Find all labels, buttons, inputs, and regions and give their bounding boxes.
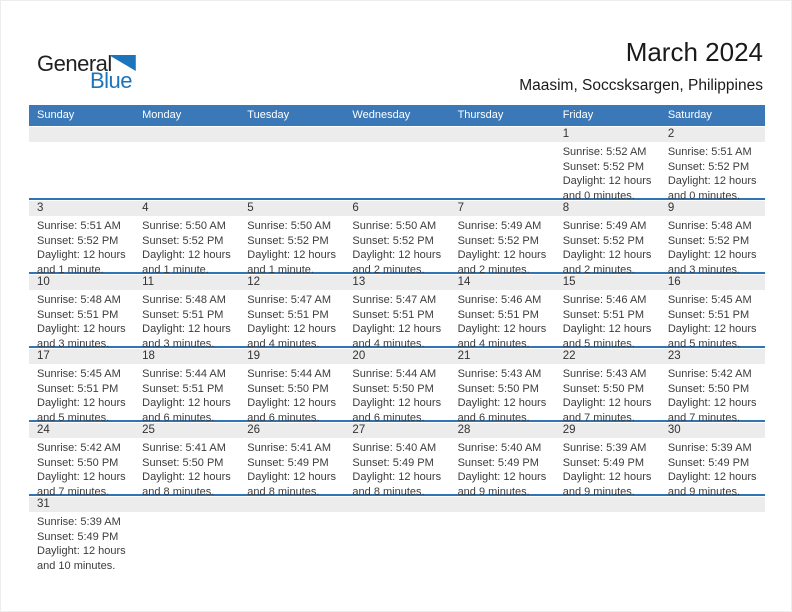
weekday-header: Wednesday [352,109,411,121]
weekday-header: Tuesday [247,109,290,121]
sunset-text: Sunset: 5:50 PM [352,382,434,395]
sunset-text: Sunset: 5:52 PM [562,160,645,173]
sunrise-text: Sunrise: 5:44 AM [247,368,332,380]
day-cell [134,142,239,203]
daylight-text: Daylight: 12 hours and 6 minutes. [352,397,442,424]
sunset-text: Sunset: 5:50 PM [247,382,329,395]
day-number: 23 [667,350,681,362]
sunrise-text: Sunrise: 5:41 AM [247,442,332,454]
daylight-text: Daylight: 12 hours and 8 minutes. [142,471,231,498]
day-cell [239,512,344,573]
day-number: 7 [457,202,464,214]
sunset-text: Sunset: 5:52 PM [247,234,329,247]
day-cell [450,142,555,203]
weekday-header: Monday [142,109,182,121]
day-detail-band [29,142,765,203]
weekday-header: Saturday [667,109,712,121]
sunset-text: Sunset: 5:52 PM [667,234,750,247]
day-number: 13 [352,276,366,288]
sunrise-text: Sunrise: 5:39 AM [562,442,647,454]
daylight-text: Daylight: 12 hours and 7 minutes. [37,471,126,498]
day-number: 16 [667,276,681,288]
day-cell [450,438,555,499]
daylight-text: Daylight: 12 hours and 4 minutes. [457,323,547,350]
sunset-text: Sunset: 5:51 PM [457,308,539,321]
daylight-text: Daylight: 12 hours and 9 minutes. [457,471,547,498]
day-cell [344,512,449,573]
day-number: 19 [247,350,261,362]
day-number-band [29,349,765,364]
daylight-text: Daylight: 12 hours and 1 minute. [37,249,126,276]
day-cell [239,142,344,203]
sunrise-text: Sunrise: 5:50 AM [142,220,226,232]
day-cell [29,364,134,425]
day-cell [660,364,765,425]
day-cell [29,438,134,499]
sunset-text: Sunset: 5:50 PM [562,382,645,395]
sunset-text: Sunset: 5:52 PM [142,234,224,247]
daylight-text: Daylight: 12 hours and 8 minutes. [352,471,442,498]
weekday-header: Friday [562,109,594,121]
daylight-text: Daylight: 12 hours and 10 minutes. [37,545,126,572]
sunrise-text: Sunrise: 5:40 AM [457,442,542,454]
day-number: 8 [562,202,570,214]
sunset-text: Sunset: 5:51 PM [562,308,645,321]
logo-text-blue: Blue [90,68,133,93]
day-cell [29,216,134,277]
sunrise-text: Sunrise: 5:50 AM [352,220,437,232]
sunrise-text: Sunrise: 5:46 AM [562,294,647,306]
daylight-text: Daylight: 12 hours and 5 minutes. [667,323,757,350]
weekday-header-row [29,105,765,126]
day-number: 1 [562,128,570,140]
day-cell [660,512,765,573]
sunset-text: Sunset: 5:52 PM [667,160,750,173]
title-block [519,37,763,95]
day-number: 4 [142,202,149,214]
week-row [29,200,765,274]
day-cell [660,142,765,203]
day-cell [450,512,555,573]
day-cell [555,512,660,573]
day-number: 21 [457,350,471,362]
day-number: 25 [142,424,155,436]
week-row [29,274,765,348]
week-row [29,348,765,422]
day-number [450,127,555,142]
daylight-text: Daylight: 12 hours and 2 minutes. [457,249,547,276]
sunset-text: Sunset: 5:51 PM [667,308,750,321]
day-number: 11 [142,276,155,288]
sunrise-text: Sunrise: 5:43 AM [562,368,647,380]
day-cell [239,364,344,425]
sunrise-text: Sunrise: 5:40 AM [352,442,437,454]
day-number [239,497,344,512]
daylight-text: Daylight: 12 hours and 0 minutes. [667,175,757,202]
sunrise-text: Sunrise: 5:52 AM [562,146,647,158]
sunrise-text: Sunrise: 5:42 AM [667,368,752,380]
day-number: 6 [352,202,359,214]
day-cell [239,216,344,277]
day-number: 29 [562,424,576,436]
day-number: 10 [37,276,50,288]
day-number: 30 [667,424,681,436]
day-cell [450,290,555,351]
day-number: 3 [37,202,44,214]
general-blue-logo [37,53,147,92]
day-cell [344,142,449,203]
day-number: 5 [247,202,254,214]
day-cell [29,142,134,203]
day-cell [344,216,449,277]
day-number: 2 [667,128,675,140]
sunset-text: Sunset: 5:51 PM [247,308,329,321]
sunrise-text: Sunrise: 5:42 AM [37,442,121,454]
day-cell [134,438,239,499]
sunset-text: Sunset: 5:49 PM [37,530,119,543]
day-number [660,497,765,512]
sunset-text: Sunset: 5:50 PM [667,382,750,395]
week-row [29,422,765,496]
day-cell [134,364,239,425]
location-subtitle: Maasim, Soccsksargen, Philippines [519,77,763,94]
sunrise-text: Sunrise: 5:47 AM [352,294,437,306]
day-number [239,127,344,142]
sunset-text: Sunset: 5:49 PM [352,456,434,469]
sunset-text: Sunset: 5:50 PM [37,456,119,469]
sunrise-text: Sunrise: 5:45 AM [667,294,752,306]
sunrise-text: Sunrise: 5:43 AM [457,368,542,380]
day-number [450,497,555,512]
sunset-text: Sunset: 5:51 PM [37,308,119,321]
day-number [29,127,134,142]
daylight-text: Daylight: 12 hours and 5 minutes. [37,397,126,424]
day-number: 12 [247,276,261,288]
day-number: 9 [667,202,675,214]
sunrise-text: Sunrise: 5:44 AM [352,368,437,380]
sunset-text: Sunset: 5:49 PM [247,456,329,469]
daylight-text: Daylight: 12 hours and 9 minutes. [667,471,757,498]
sunset-text: Sunset: 5:49 PM [667,456,750,469]
page-title: March 2024 [625,37,763,67]
day-cell [134,512,239,573]
sunrise-text: Sunrise: 5:48 AM [667,220,752,232]
day-cell [344,364,449,425]
day-cell [344,438,449,499]
sunset-text: Sunset: 5:52 PM [352,234,434,247]
day-number [344,497,449,512]
daylight-text: Daylight: 12 hours and 1 minute. [247,249,336,276]
day-number: 18 [142,350,155,362]
calendar-weeks [29,126,765,572]
day-cell [660,290,765,351]
day-number-band [29,275,765,290]
daylight-text: Daylight: 12 hours and 6 minutes. [457,397,547,424]
sunrise-text: Sunrise: 5:48 AM [37,294,121,306]
calendar-table [29,105,765,572]
day-number: 17 [37,350,50,362]
day-cell [555,216,660,277]
daylight-text: Daylight: 12 hours and 0 minutes. [562,175,652,202]
sunset-text: Sunset: 5:51 PM [142,382,224,395]
day-number: 27 [352,424,366,436]
day-cell [239,290,344,351]
sunrise-text: Sunrise: 5:50 AM [247,220,332,232]
sunrise-text: Sunrise: 5:51 AM [37,220,121,232]
day-number: 15 [562,276,576,288]
day-number: 28 [457,424,471,436]
day-number: 24 [37,424,50,436]
sunset-text: Sunset: 5:51 PM [352,308,434,321]
sunset-text: Sunset: 5:50 PM [142,456,224,469]
weekday-header: Sunday [37,109,75,121]
sunset-text: Sunset: 5:51 PM [37,382,119,395]
daylight-text: Daylight: 12 hours and 3 minutes. [37,323,126,350]
daylight-text: Daylight: 12 hours and 4 minutes. [247,323,336,350]
sunset-text: Sunset: 5:49 PM [562,456,645,469]
day-detail-band [29,290,765,351]
sunset-text: Sunset: 5:51 PM [142,308,224,321]
day-detail-band [29,216,765,277]
daylight-text: Daylight: 12 hours and 9 minutes. [562,471,652,498]
weekday-header: Thursday [457,109,504,121]
day-number [344,127,449,142]
day-cell [29,290,134,351]
daylight-text: Daylight: 12 hours and 7 minutes. [562,397,652,424]
sunset-text: Sunset: 5:50 PM [457,382,539,395]
day-number: 20 [352,350,366,362]
daylight-text: Daylight: 12 hours and 7 minutes. [667,397,757,424]
daylight-text: Daylight: 12 hours and 1 minute. [142,249,231,276]
sunset-text: Sunset: 5:52 PM [562,234,645,247]
daylight-text: Daylight: 12 hours and 8 minutes. [247,471,336,498]
sunrise-text: Sunrise: 5:49 AM [457,220,542,232]
daylight-text: Daylight: 12 hours and 6 minutes. [142,397,231,424]
sunrise-text: Sunrise: 5:39 AM [37,516,121,528]
day-cell [555,438,660,499]
day-cell [134,290,239,351]
daylight-text: Daylight: 12 hours and 6 minutes. [247,397,336,424]
sunrise-text: Sunrise: 5:48 AM [142,294,226,306]
day-cell [450,364,555,425]
sunset-text: Sunset: 5:49 PM [457,456,539,469]
sunrise-text: Sunrise: 5:41 AM [142,442,226,454]
day-detail-band [29,364,765,425]
daylight-text: Daylight: 12 hours and 5 minutes. [562,323,652,350]
day-number: 22 [562,350,576,362]
sunrise-text: Sunrise: 5:39 AM [667,442,752,454]
day-number-band [29,497,765,512]
daylight-text: Daylight: 12 hours and 2 minutes. [352,249,442,276]
day-number [134,497,239,512]
day-detail-band [29,438,765,499]
sunrise-text: Sunrise: 5:51 AM [667,146,752,158]
day-cell [134,216,239,277]
day-cell [239,438,344,499]
day-cell [450,216,555,277]
day-cell [660,438,765,499]
day-cell [344,290,449,351]
day-cell [555,290,660,351]
sunrise-text: Sunrise: 5:45 AM [37,368,121,380]
sunrise-text: Sunrise: 5:44 AM [142,368,226,380]
sunrise-text: Sunrise: 5:49 AM [562,220,647,232]
daylight-text: Daylight: 12 hours and 2 minutes. [562,249,652,276]
day-number: 14 [457,276,471,288]
sunrise-text: Sunrise: 5:46 AM [457,294,542,306]
day-cell [555,142,660,203]
day-number [555,497,660,512]
sunset-text: Sunset: 5:52 PM [37,234,119,247]
day-number: 26 [247,424,261,436]
week-row [29,496,765,572]
daylight-text: Daylight: 12 hours and 3 minutes. [667,249,757,276]
day-cell [555,364,660,425]
day-number: 31 [37,498,50,510]
daylight-text: Daylight: 12 hours and 3 minutes. [142,323,231,350]
sunrise-text: Sunrise: 5:47 AM [247,294,332,306]
day-number-band [29,201,765,216]
day-cell [29,512,134,573]
day-cell [660,216,765,277]
day-detail-band [29,512,765,573]
day-number [134,127,239,142]
week-row [29,126,765,200]
day-number-band [29,127,765,142]
daylight-text: Daylight: 12 hours and 4 minutes. [352,323,442,350]
day-number-band [29,423,765,438]
logo-text-general: General [37,51,112,76]
sunset-text: Sunset: 5:52 PM [457,234,539,247]
